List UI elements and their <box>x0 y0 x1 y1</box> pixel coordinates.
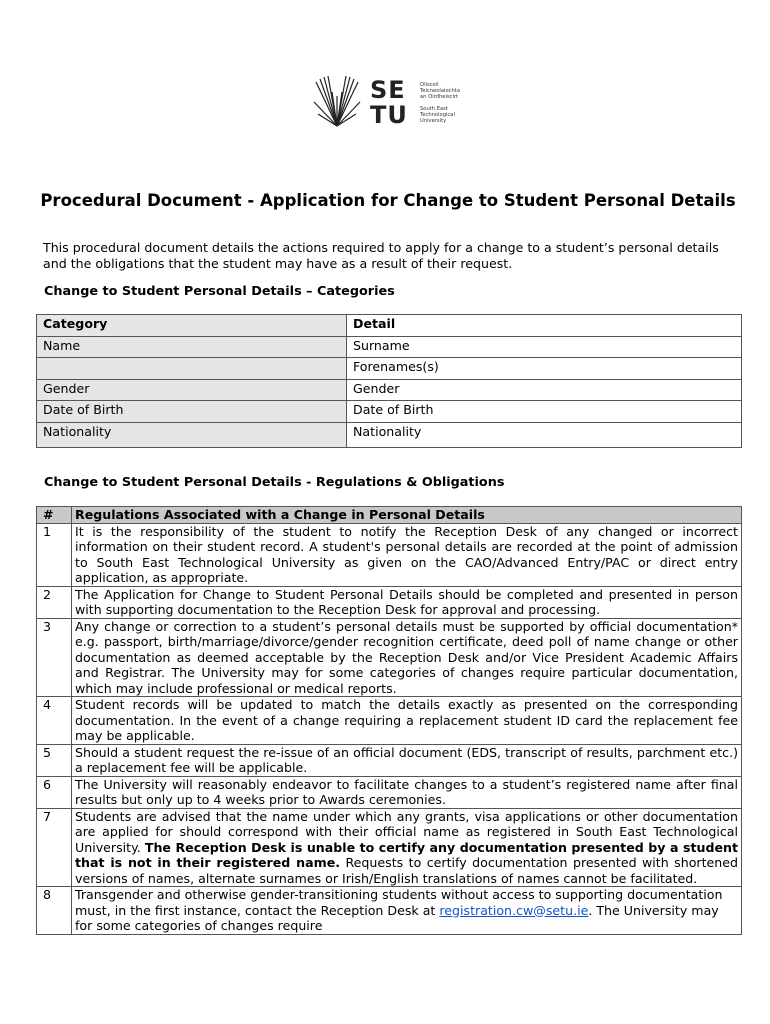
regulation-text: It is the responsibility of the student to notify the Reception Desk of any changed or incorrect information on their student record. A student's personal details are recorded at the point of admission to South East Technological University as given on the CAO/Advanced Entry/PAC or direct entry application, as appropriate. <box>72 523 742 586</box>
table-row <box>37 358 742 380</box>
table-row <box>37 808 742 887</box>
table-row <box>37 618 742 697</box>
regulation-text: The Application for Change to Student Personal Details should be completed and presented in person with supporting documentation to the Reception Desk for approval and processing. <box>72 586 742 618</box>
category-cell: Date of Birth <box>37 401 347 423</box>
row-number: 8 <box>37 887 72 935</box>
row-number: 1 <box>37 523 72 586</box>
regulation-text: Any change or correction to a student’s personal details must be supported by official documentation* e.g. passport, birth/marriage/divorce/gender recognition certificate, deed poll of name change or other documentation as deemed acceptable by the Reception Desk and/or Vice President Academic Affairs and Registrar. The University may for some categories of changes require particular documentation, which may include professional or medical reports. <box>72 618 742 697</box>
table-header-row <box>37 315 742 337</box>
regulation-text <box>72 808 742 887</box>
row-number: 5 <box>37 744 72 776</box>
regulation-text: Student records will be updated to match the details exactly as presented on the corresponding documentation. In the event of a change requiring a replacement student ID card the replacement fee may be applicable. <box>72 697 742 745</box>
logo-english-name: South East Technological University <box>420 106 455 124</box>
table-row <box>37 379 742 401</box>
table-row <box>37 697 742 745</box>
table-row <box>37 401 742 423</box>
regulation-text: The University will reasonably endeavor to facilitate changes to a student’s registered name after final results but only up to 4 weeks prior to Awards ceremonies. <box>72 776 742 808</box>
categories-heading: Change to Student Personal Details – Categories <box>44 284 395 299</box>
row-number: 2 <box>37 586 72 618</box>
table-row <box>37 422 742 448</box>
regulation-bold-text: The Reception Desk is unable to certify any documentation presented by a student that is not in their registered name. <box>75 839 738 870</box>
column-header-category: Category <box>37 315 347 337</box>
logo-tu-text: TU <box>370 101 408 129</box>
detail-cell: Gender <box>347 379 742 401</box>
regulations-table <box>36 506 742 935</box>
table-header-row <box>37 507 742 524</box>
regulation-text-part: Students are advised that the name under which any grants, visa applications or other documentation are applied for should correspond with their official name as registered in South East Technological University. <box>75 808 738 855</box>
table-row <box>37 586 742 618</box>
regulation-text: Should a student request the re-issue of an official document (EDS, transcript of results, parchment etc.) a replacement fee will be applicable. <box>72 744 742 776</box>
regulation-text-part: Requests to certify documentation presented with shortened versions of names, alternate surnames or Irish/English translations of names cannot be facilitated. <box>75 855 738 886</box>
category-cell: Gender <box>37 379 347 401</box>
detail-cell: Surname <box>347 336 742 358</box>
category-cell: Nationality <box>37 422 347 448</box>
row-number: 4 <box>37 697 72 745</box>
registration-email-link[interactable]: registration.cw@setu.ie <box>439 902 589 918</box>
category-cell: Name <box>37 336 347 358</box>
setu-emblem-icon <box>312 74 362 132</box>
regulation-text-part: . The University may for some categories of changes require <box>75 902 719 933</box>
table-row <box>37 523 742 586</box>
detail-cell: Forenames(s) <box>347 358 742 380</box>
table-row <box>37 744 742 776</box>
setu-logo <box>312 74 472 132</box>
table-row <box>37 336 742 358</box>
logo-irish-name: Ollscoil Teicneolaíochta an Oirdheiscirt <box>420 82 461 100</box>
table-row <box>37 776 742 808</box>
row-number: 6 <box>37 776 72 808</box>
row-number: 7 <box>37 808 72 887</box>
regulation-text-part: Transgender and otherwise gender-transitioning students without access to supporting documentation must, in the first instance, contact the Reception Desk at <box>75 887 723 918</box>
category-cell <box>37 358 347 380</box>
page-title: Procedural Document - Application for Change to Student Personal Details <box>40 191 736 210</box>
row-number: 3 <box>37 618 72 697</box>
column-header-number: # <box>37 507 72 524</box>
regulation-text <box>72 887 742 935</box>
detail-cell: Date of Birth <box>347 401 742 423</box>
column-header-detail: Detail <box>347 315 742 337</box>
regulations-heading: Change to Student Personal Details - Regulations & Obligations <box>44 475 505 490</box>
column-header-regulation: Regulations Associated with a Change in Personal Details <box>72 507 742 524</box>
logo-se-text: SE <box>370 76 406 104</box>
intro-paragraph: This procedural document details the actions required to apply for a change to a student’s personal details and the obligations that the student may have as a result of their request. <box>43 240 719 271</box>
table-row <box>37 887 742 935</box>
detail-cell: Nationality <box>347 422 742 448</box>
categories-table <box>36 314 742 448</box>
